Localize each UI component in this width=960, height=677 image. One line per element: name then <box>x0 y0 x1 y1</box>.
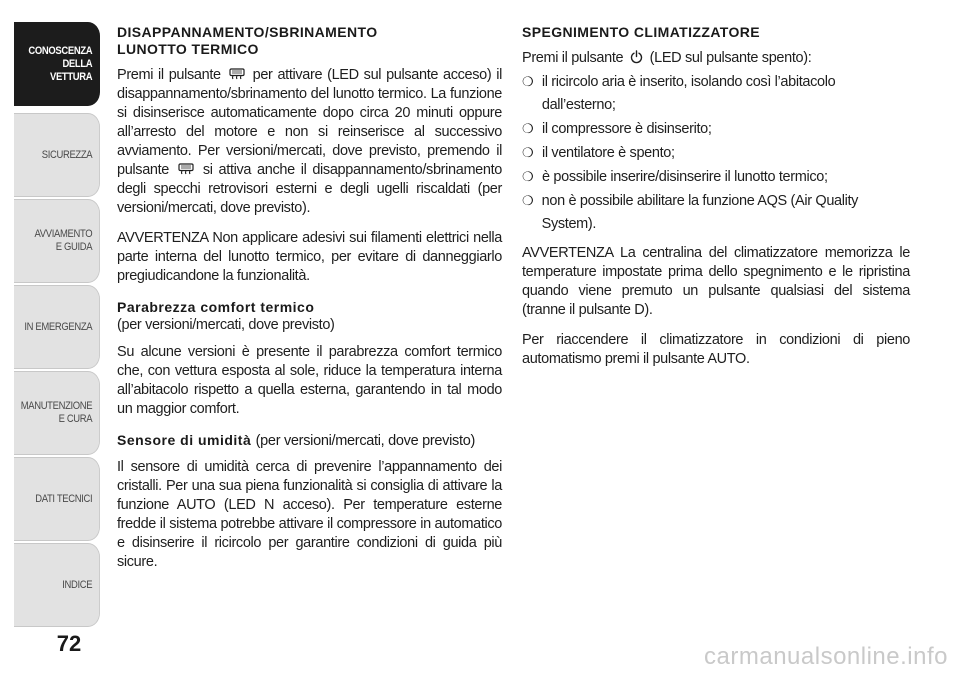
paragraph-rear-defrost <box>117 66 502 218</box>
note-versions: (per versioni/mercati, dove previsto) <box>255 433 476 449</box>
heading-sensore-umidita: Sensore di umidità <box>117 432 252 448</box>
tab-label-line: IN EMERGENZA <box>24 320 93 333</box>
tab-label-line: DELLA <box>62 57 93 70</box>
tab-label-line: AVVIAMENTO <box>34 228 93 240</box>
bullet-glyph: ❍ <box>522 145 534 160</box>
list-item <box>522 70 910 117</box>
rear-defrost-icon <box>229 68 245 81</box>
shutdown-effects-list <box>522 70 910 236</box>
tab-label-line: E CURA <box>58 413 93 425</box>
list-item-text: il compressore è disinserito; <box>542 121 712 137</box>
paragraph-warning-memory: AVVERTENZA La centralina del climatizzatore memorizza le temperature impostate prima dello spegnimento e le ripristina quando viene premuto un pulsante qualsiasi del sistema (tranne il pulsante D). <box>522 245 910 318</box>
text-fragment: Premi il pulsante <box>522 50 624 66</box>
power-off-icon <box>630 50 643 64</box>
list-item-text: il ricircolo aria è inserito, isolando così l’abitacolo dall’esterno; <box>541 74 836 113</box>
title-line: LUNOTTO TERMICO <box>117 41 259 57</box>
page-number: 72 <box>56 631 82 656</box>
chapter-sidebar <box>0 0 104 677</box>
tab-manutenzione-e-cura[interactable] <box>14 371 100 455</box>
list-item-text: il ventilatore è spento; <box>542 145 675 161</box>
tab-conoscenza-della-vettura[interactable] <box>14 22 100 106</box>
tab-label-line: SICUREZZA <box>41 148 93 161</box>
tab-label-line: E GUIDA <box>55 241 93 253</box>
list-item <box>522 141 910 165</box>
text-fragment: Premi il pulsante <box>117 67 221 83</box>
section-title-spegnimento: SPEGNIMENTO CLIMATIZZATORE <box>522 24 761 40</box>
watermark: carmanualsonline.info <box>704 643 948 670</box>
right-column <box>522 24 910 380</box>
heading-parabrezza-comfort: Parabrezza comfort termico <box>117 299 315 315</box>
tab-sicurezza[interactable] <box>14 113 100 197</box>
text-fragment: si attiva anche il disappannamento/sbrinamento degli specchi retrovisori esterni e degli ugelli riscaldati (per versioni/mercati, dove previsto). <box>117 162 503 216</box>
tab-dati-tecnici[interactable] <box>14 457 100 541</box>
note-versions: (per versioni/mercati, dove previsto) <box>117 317 335 333</box>
paragraph-intro-spegnimento <box>522 49 910 68</box>
tab-label-line: INDICE <box>62 578 93 591</box>
bullet-glyph: ❍ <box>522 121 534 136</box>
bullet-glyph: ❍ <box>522 193 534 208</box>
paragraph-parabrezza: Su alcune versioni è presente il parabrezza comfort termico che, con vettura esposta al sole, riduce la temperatura interna all’abitacolo rispetto a quella esterna, garantendo in tal modo un maggior comfort. <box>117 344 502 417</box>
tab-in-emergenza[interactable] <box>14 285 100 369</box>
text-fragment: per attivare (LED sul pulsante acceso) il disappannamento/sbrinamento del lunotto termico. La funzione si disinserisce automaticamente dopo circa 20 minuti oppure all’arresto del motore e non si reinserisce al successivo avviamento. Per versioni/mercati, dove previsto, premendo il pulsante <box>117 67 503 178</box>
text-fragment: (LED sul pulsante spento): <box>649 50 812 66</box>
bullet-glyph: ❍ <box>522 74 534 89</box>
rear-defrost-icon <box>178 163 194 176</box>
paragraph-sensore-umidita: Il sensore di umidità cerca di prevenire l’appannamento dei cristalli. Per una sua piena funzionalità si consiglia di attivare la funzione AUTO (LED N acceso). Per temperature esterne fredde il sistema potrebbe attivare il compressore in automatico e disinserire il ricircolo per garantire condizioni di guida più sicure. <box>117 459 502 570</box>
list-item <box>522 189 910 236</box>
paragraph-restart: Per riaccendere il climatizzatore in condizioni di pieno automatismo premi il pulsante AUTO. <box>522 332 910 367</box>
title-line: DISAPPANNAMENTO/SBRINAMENTO <box>117 24 378 40</box>
tab-label-line: VETTURA <box>49 70 93 83</box>
tab-label-line: DATI TECNICI <box>35 492 93 505</box>
left-column <box>117 24 502 583</box>
tab-avviamento-e-guida[interactable] <box>14 199 100 283</box>
list-item-text: è possibile inserire/disinserire il lunotto termico; <box>542 169 828 185</box>
list-item <box>522 165 910 189</box>
section-title-rear-defrost <box>117 24 502 58</box>
tab-indice[interactable] <box>14 543 100 627</box>
tab-label-line: CONOSCENZA <box>28 44 93 57</box>
tab-label-line: MANUTENZIONE <box>20 400 93 412</box>
bullet-glyph: ❍ <box>522 169 534 184</box>
list-item <box>522 117 910 141</box>
heading-sensore-umidita-row <box>117 431 502 450</box>
paragraph-warning-adhesives: AVVERTENZA Non applicare adesivi sui filamenti elettrici nella parte interna del lunotto termico, per evitare di danneggiarlo pregiudicandone la funzionalità. <box>117 230 502 284</box>
list-item-text: non è possibile abilitare la funzione AQS (Air Quality System). <box>541 193 859 232</box>
